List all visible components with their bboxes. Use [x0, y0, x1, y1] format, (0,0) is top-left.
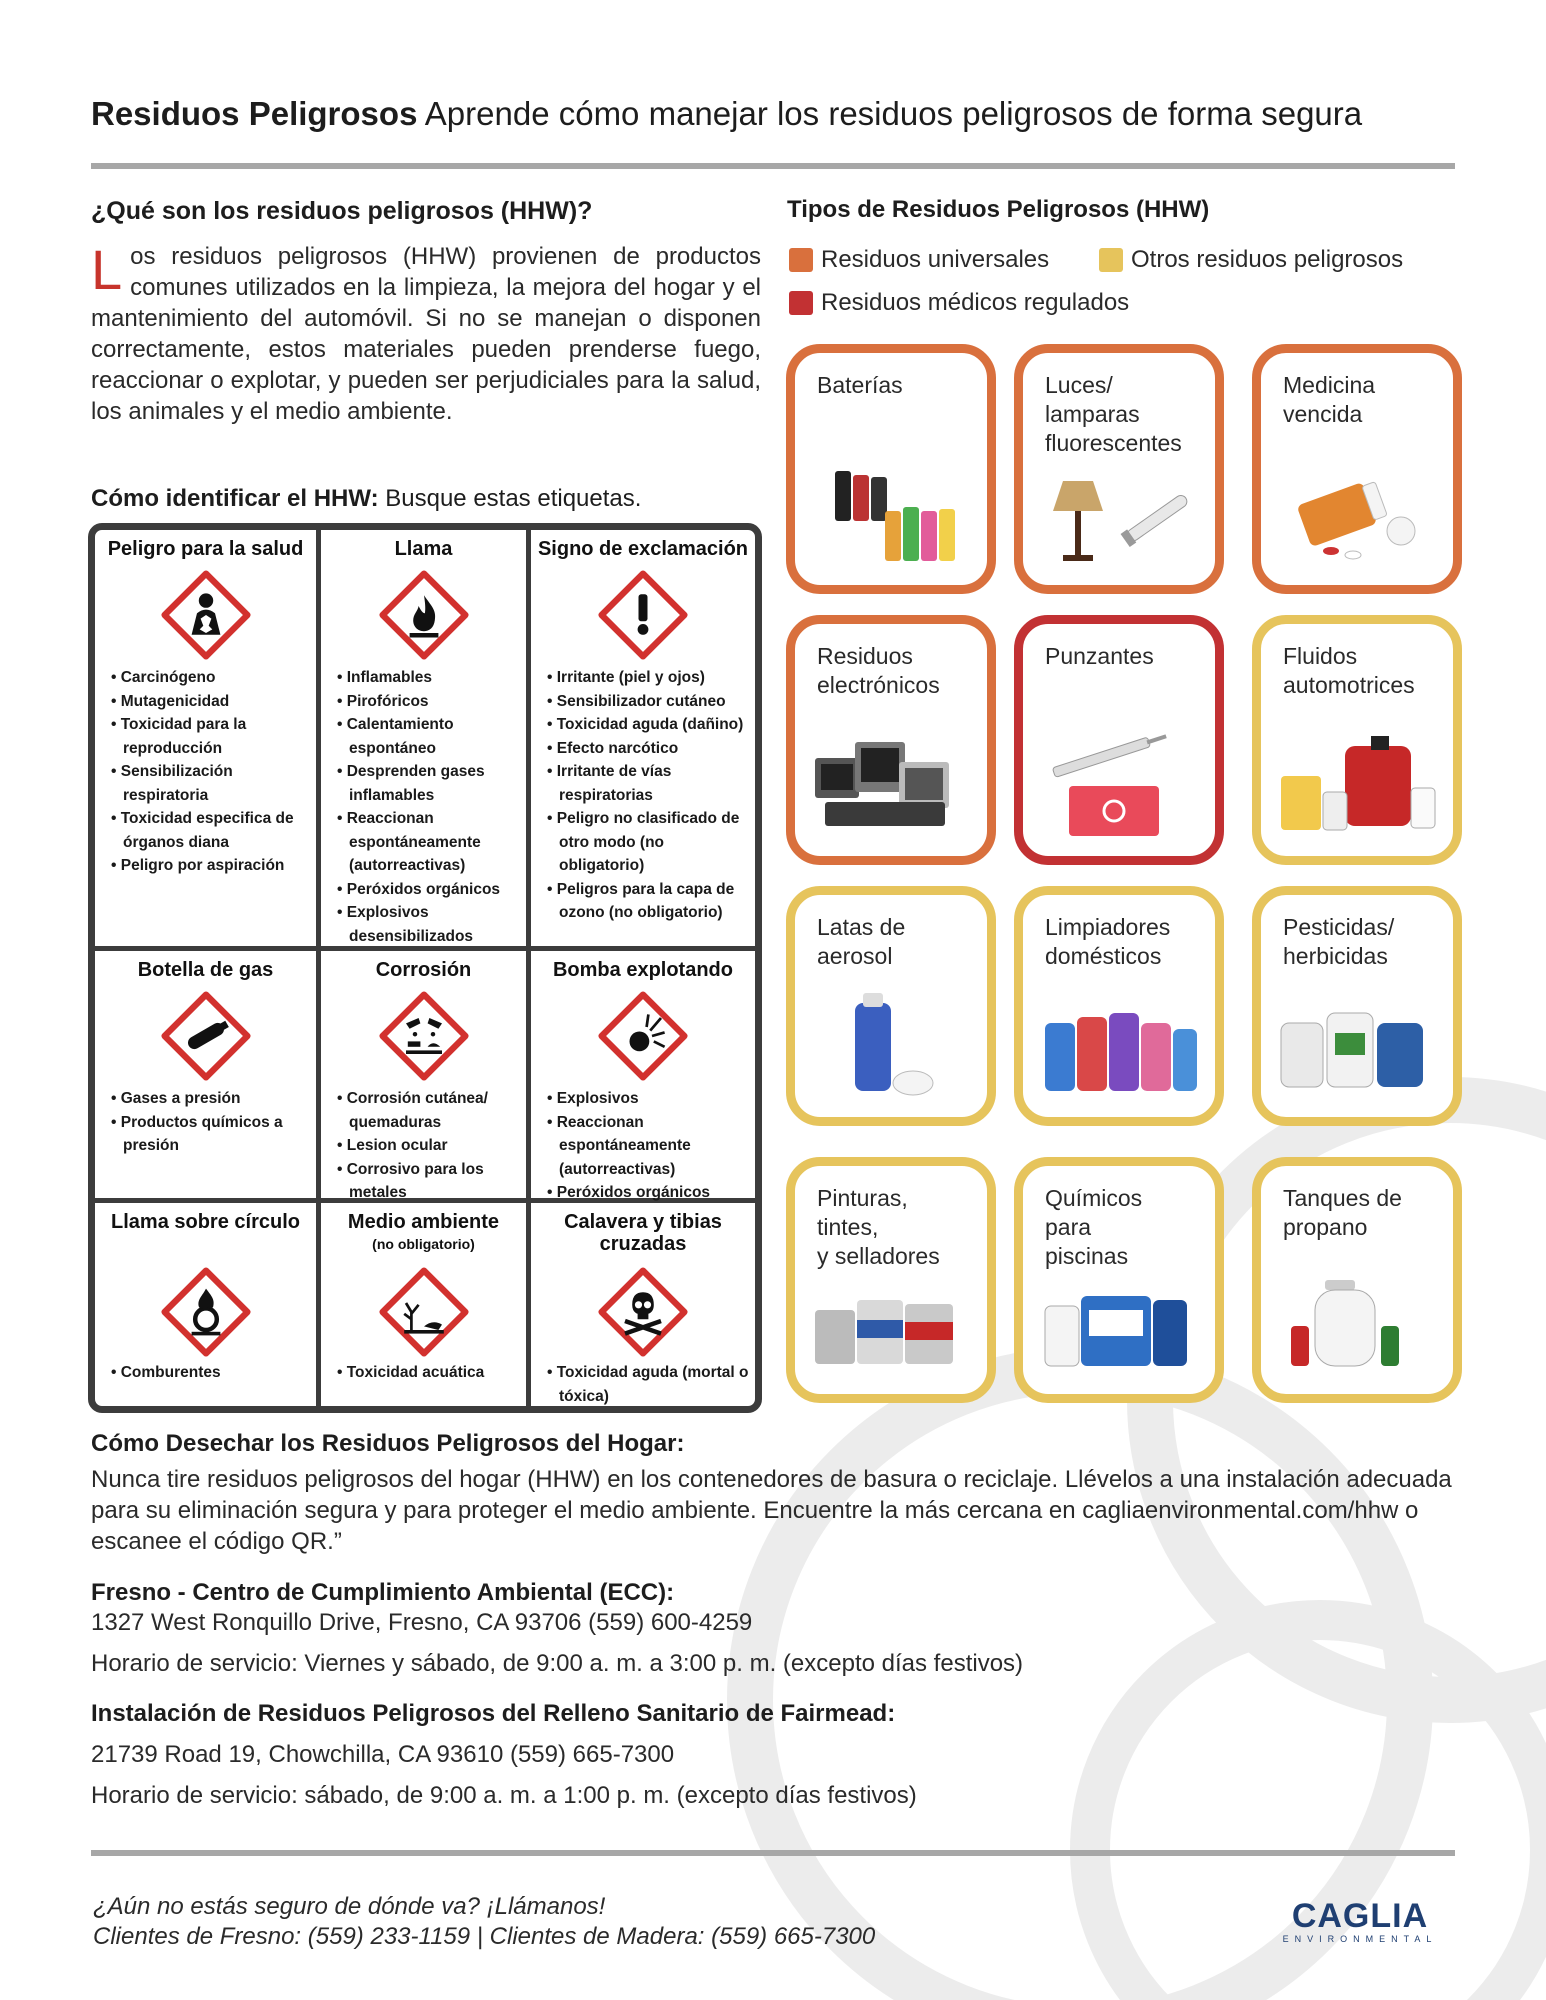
- waste-card-label: Químicos para piscinas: [1045, 1185, 1143, 1269]
- ghs-hazard-item: • Peligro no clasificado de otro modo (no obligatorio): [547, 807, 749, 878]
- environment-icon: [379, 1267, 469, 1357]
- legend-swatch: [1099, 248, 1123, 272]
- ghs-hazard-item: • Calentamiento espontáneo: [337, 713, 520, 760]
- disposal-heading: Cómo Desechar los Residuos Peligrosos del Hogar:: [91, 1430, 685, 1457]
- ghs-hazard-item: • Efecto narcótico: [547, 737, 749, 761]
- legend-label: Residuos médicos regulados: [821, 289, 1130, 316]
- ghs-cell-title: [531, 538, 755, 560]
- ghs-hazard-item: • Sensibilizador cutáneo: [547, 690, 749, 714]
- waste-card-label: Luces/ lamparas fluorescentes: [1045, 372, 1182, 456]
- legend-swatch: [789, 291, 813, 315]
- ghs-cell-title: [95, 538, 316, 560]
- ghs-hazard-item: • Comburentes: [111, 1361, 310, 1385]
- ghs-title-text: Medio ambiente: [347, 1211, 500, 1233]
- ghs-cell-title: [95, 1211, 316, 1233]
- waste-card-label: Medicina vencida: [1283, 372, 1376, 427]
- facility-fresno-name: Fresno - Centro de Cumplimiento Ambiental (ECC):: [91, 1579, 675, 1606]
- top-divider: [91, 163, 1455, 169]
- disposal-paragraph: Nunca tire residuos peligrosos del hogar (HHW) en los contenedores de basura o reciclaje. Llévelos a una instalación adecuada para su eliminación segura y para proteger el medio ambiente. Encuentre la más cercana en cagliaenvironmental.com/hhw o escanee el código QR.”: [91, 1466, 1452, 1555]
- ghs-title-text: Calavera y tibias cruzadas: [564, 1211, 722, 1255]
- propane-tank-icon: [1261, 1260, 1453, 1380]
- ghs-subtitle: (no obligatorio): [372, 1236, 475, 1252]
- electronics-icon: [795, 722, 987, 842]
- ghs-hazard-item: • Explosivos: [547, 1087, 749, 1111]
- waste-card: [1014, 615, 1224, 865]
- ghs-hazard-list: [337, 1361, 520, 1385]
- ghs-hazard-item: • Corrosión cutánea/ quemaduras: [337, 1087, 520, 1134]
- ghs-cell: [95, 951, 316, 1198]
- ghs-cell-title: [321, 538, 526, 560]
- aerosol-can-icon: [795, 983, 987, 1103]
- waste-card: [1014, 1157, 1224, 1403]
- waste-card-label: Fluidos automotrices: [1283, 643, 1415, 698]
- identify-label-bold: Cómo identificar el HHW:: [91, 485, 379, 512]
- ghs-hazard-item: • Peligros para la capa de ozono (no obligatorio): [547, 878, 749, 925]
- waste-card-label: Baterías: [817, 372, 903, 398]
- intro-text: os residuos peligrosos (HHW) provienen de productos comunes utilizados en la limpieza, la mejora del hogar y el mantenimiento del automóvil. Si no se manejan o disponen correctamente, estos materiales pueden prenderse fuego, reaccionar o explotar, y pueden ser perjudiciales para la salud, los animales y el medio ambiente.: [91, 243, 761, 425]
- waste-card: [786, 344, 996, 594]
- facility-fresno-hours: Horario de servicio: Viernes y sábado, de 9:00 a. m. a 3:00 p. m. (excepto días festivos): [91, 1650, 1024, 1677]
- types-heading: Tipos de Residuos Peligrosos (HHW): [787, 196, 1210, 223]
- page-title-bold: Residuos Peligrosos: [91, 95, 418, 132]
- page-title: [91, 95, 1362, 133]
- waste-card-label: Limpiadores domésticos: [1045, 914, 1171, 969]
- ghs-hazard-item: • Desprenden gases inflamables: [337, 760, 520, 807]
- health-hazard-icon: [161, 570, 251, 660]
- ghs-hazard-item: • Toxicidad para la reproducción: [111, 713, 310, 760]
- ghs-title-text: Bomba explotando: [552, 959, 733, 981]
- ghs-cell-title: [531, 959, 755, 981]
- ghs-title-text: Llama sobre círculo: [111, 1211, 300, 1233]
- ghs-hazard-item: • Peligro por aspiración: [111, 854, 310, 878]
- identify-label-rest: Busque estas etiquetas.: [378, 485, 642, 512]
- facility-fresno-address: 1327 West Ronquillo Drive, Fresno, CA 93706 (559) 600-4259: [91, 1609, 753, 1636]
- corrosion-icon: [379, 991, 469, 1081]
- ghs-title-text: Botella de gas: [137, 959, 274, 981]
- ghs-cell: [531, 1203, 755, 1406]
- ghs-hazard-item: • Toxicidad aguda (dañino): [547, 713, 749, 737]
- gas-can-icon: [1261, 722, 1453, 842]
- exploding-bomb-icon: [598, 991, 688, 1081]
- ghs-hazard-item: • Lesion ocular: [337, 1134, 520, 1158]
- skull-crossbones-icon: [598, 1267, 688, 1357]
- ghs-cell: [321, 530, 526, 946]
- legend-label: Otros residuos peligrosos: [1131, 246, 1404, 273]
- ghs-cell: [321, 1203, 526, 1406]
- ghs-cell: [531, 951, 755, 1201]
- paint-cans-icon: [795, 1260, 987, 1380]
- pool-chemicals-icon: [1023, 1260, 1215, 1380]
- legend-other: [1099, 246, 1403, 274]
- ghs-hazard-item: • Productos químicos a presión: [111, 1111, 310, 1158]
- facility-fairmead-hours: Horario de servicio: sábado, de 9:00 a. m. a 1:00 p. m. (excepto días festivos): [91, 1782, 917, 1809]
- ghs-cell-title: [321, 1211, 526, 1255]
- gas-cylinder-icon: [161, 991, 251, 1081]
- ghs-hazard-list: [547, 1087, 749, 1205]
- ghs-title-text: Corrosión: [375, 959, 472, 981]
- facility-fairmead-name: Instalación de Residuos Peligrosos del Relleno Sanitario de Fairmead:: [91, 1700, 896, 1727]
- legend-medical: [789, 289, 1129, 317]
- ghs-hazard-list: [111, 666, 310, 878]
- waste-card: [1014, 344, 1224, 594]
- what-is-heading: ¿Qué son los residuos peligrosos (HHW)?: [91, 197, 593, 225]
- waste-card-label: Pesticidas/ herbicidas: [1283, 914, 1395, 969]
- ghs-pictogram-table: [88, 523, 762, 1413]
- ghs-hazard-list: [547, 1361, 749, 1408]
- ghs-title-text: Llama: [394, 538, 453, 560]
- ghs-hazard-item: • Sensibilización respiratoria: [111, 760, 310, 807]
- ghs-hazard-list: [111, 1087, 310, 1158]
- ghs-hazard-item: • Carcinógeno: [111, 666, 310, 690]
- intro-paragraph: [91, 238, 761, 427]
- ghs-hazard-item: • Toxicidad especifica de órganos diana: [111, 807, 310, 854]
- waste-card-label: Residuos electrónicos: [817, 643, 940, 698]
- waste-card: [1252, 615, 1462, 865]
- legend-universal: [789, 246, 1049, 274]
- legend-label: Residuos universales: [821, 246, 1050, 273]
- drop-cap: L: [91, 238, 123, 301]
- bottom-divider: [91, 1850, 1455, 1856]
- waste-card: [786, 886, 996, 1126]
- ghs-grid: [95, 530, 755, 1406]
- ghs-cell-title: [95, 959, 316, 981]
- ghs-hazard-list: [337, 1087, 520, 1205]
- footer-question: ¿Aún no estás seguro de dónde va? ¡Llámanos!: [93, 1893, 606, 1920]
- ghs-cell: [95, 1203, 316, 1406]
- ghs-hazard-list: [111, 1361, 310, 1385]
- flame-over-circle-icon: [161, 1267, 251, 1357]
- ghs-hazard-item: • Toxicidad aguda (mortal o tóxica): [547, 1361, 749, 1408]
- ghs-hazard-item: • Peróxidos orgánicos: [547, 1181, 749, 1205]
- identify-label: [91, 485, 641, 513]
- ghs-title-text: Signo de exclamación: [537, 538, 749, 560]
- ghs-hazard-item: • Pirofóricos: [337, 690, 520, 714]
- waste-card: [786, 615, 996, 865]
- ghs-hazard-item: • Explosivos desensibilizados: [337, 901, 520, 948]
- ghs-cell-title: [531, 1211, 755, 1255]
- ghs-hazard-item: • Inflamables: [337, 666, 520, 690]
- waste-card-label: Latas de aerosol: [817, 914, 906, 969]
- waste-card-label: Pinturas, tintes, y selladores: [817, 1185, 940, 1269]
- logo-word: CAGLIA: [1291, 1897, 1429, 1935]
- caglia-logo: [1268, 1897, 1452, 1946]
- ghs-cell: [321, 951, 526, 1201]
- footer-contacts: Clientes de Fresno: (559) 233-1159 | Clientes de Madera: (559) 665-7300: [93, 1923, 876, 1950]
- lamp-icon: [1023, 451, 1215, 571]
- ghs-hazard-item: • Gases a presión: [111, 1087, 310, 1111]
- ghs-hazard-item: • Irritante (piel y ojos): [547, 666, 749, 690]
- page-title-rest: Aprende cómo manejar los residuos peligrosos de forma segura: [417, 95, 1363, 132]
- ghs-cell-title: [321, 959, 526, 981]
- ghs-title-text: Peligro para la salud: [107, 538, 304, 560]
- ghs-hazard-item: • Reaccionan espontáneamente (autorreactivas): [337, 807, 520, 878]
- ghs-hazard-list: [547, 666, 749, 925]
- ghs-hazard-item: • Irritante de vías respiratorias: [547, 760, 749, 807]
- ghs-hazard-item: • Toxicidad acuática: [337, 1361, 520, 1385]
- batteries-icon: [795, 451, 987, 571]
- ghs-cell: [95, 530, 316, 946]
- exclamation-mark-icon: [598, 570, 688, 660]
- ghs-hazard-list: [337, 666, 520, 948]
- syringe-icon: [1023, 722, 1215, 842]
- ghs-hazard-item: • Reaccionan espontáneamente (autorreactivas): [547, 1111, 749, 1182]
- ghs-hazard-item: • Mutagenicidad: [111, 690, 310, 714]
- waste-card: [786, 1157, 996, 1403]
- flame-icon: [379, 570, 469, 660]
- facility-fairmead-address: 21739 Road 19, Chowchilla, CA 93610 (559) 665-7300: [91, 1741, 675, 1768]
- ghs-hazard-item: • Peróxidos orgánicos: [337, 878, 520, 902]
- waste-card-label: Tanques de propano: [1283, 1185, 1402, 1240]
- waste-card-label: Punzantes: [1045, 643, 1154, 669]
- cleaner-bottles-icon: [1023, 983, 1215, 1103]
- logo-subword: ENVIRONMENTAL: [1282, 1934, 1438, 1944]
- ghs-cell: [531, 530, 755, 946]
- pesticide-jugs-icon: [1261, 983, 1453, 1103]
- legend-swatch: [789, 248, 813, 272]
- pill-bottle-icon: [1261, 451, 1453, 571]
- ghs-hazard-item: • Corrosivo para los metales: [337, 1158, 520, 1205]
- waste-card: [1014, 886, 1224, 1126]
- waste-card: [1252, 886, 1462, 1126]
- waste-card: [1252, 1157, 1462, 1403]
- waste-card: [1252, 344, 1462, 594]
